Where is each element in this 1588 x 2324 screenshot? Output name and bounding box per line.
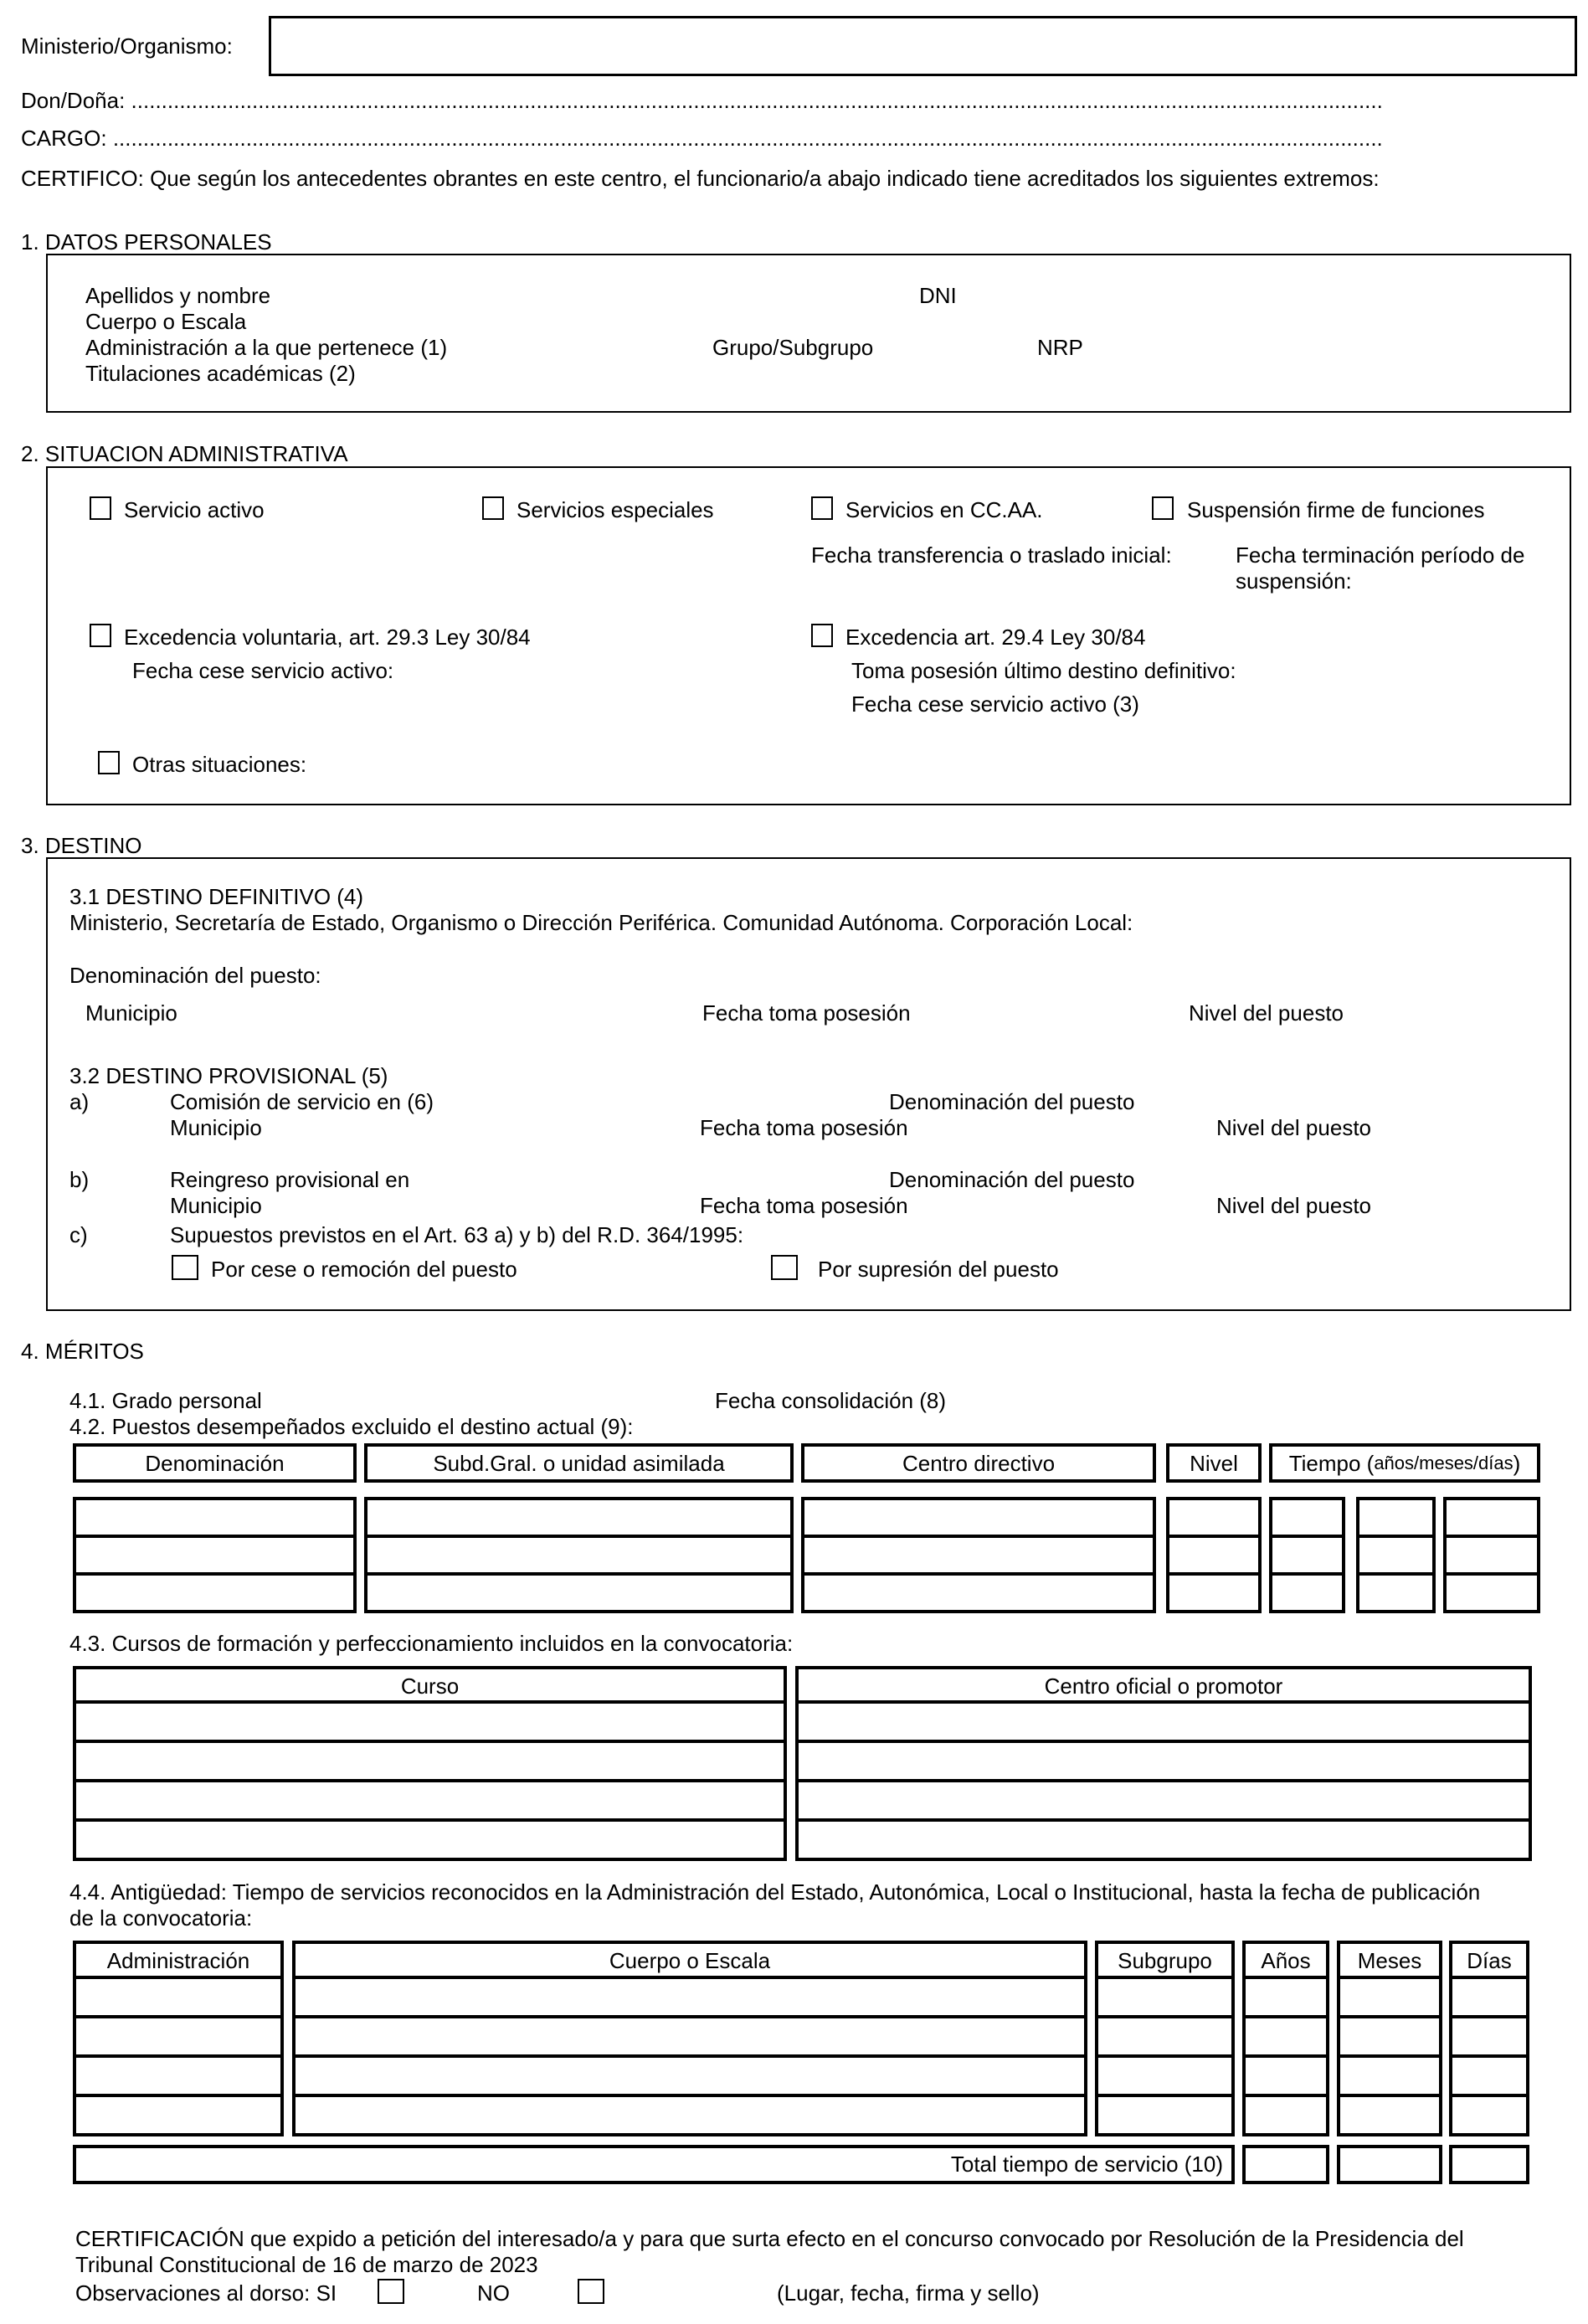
option-a-marker: a) <box>69 1089 90 1114</box>
cargo-label: CARGO: .................................................................................................................................................................................................................. <box>21 126 1383 151</box>
t1-row-cell[interactable] <box>1166 1572 1262 1613</box>
t3-header-anos: Años <box>1242 1941 1329 1980</box>
apellidos-label: Apellidos y nombre <box>85 283 271 308</box>
comision-label: Comisión de servicio en (6) <box>170 1089 434 1114</box>
observaciones-no-checkbox[interactable] <box>578 2279 604 2304</box>
option-c-marker: c) <box>69 1222 88 1247</box>
t3-row-cell[interactable] <box>73 2094 284 2136</box>
municipio-label: Municipio <box>85 1000 177 1026</box>
grado-personal-label: 4.1. Grado personal <box>69 1388 262 1413</box>
t1-row-cell[interactable] <box>364 1535 794 1576</box>
suspension-checkbox[interactable] <box>1152 496 1174 520</box>
t3-row-cell[interactable] <box>1242 2054 1329 2097</box>
t3-row-cell[interactable] <box>73 2015 284 2058</box>
t1-row-cell[interactable] <box>1443 1497 1540 1538</box>
toma-posesion-label: Toma posesión último destino definitivo: <box>851 658 1236 683</box>
t3-header-meses: Meses <box>1337 1941 1442 1980</box>
destino-provisional-title: 3.2 DESTINO PROVISIONAL (5) <box>69 1063 388 1088</box>
t3-row-cell[interactable] <box>73 1976 284 2018</box>
section1-box <box>46 254 1571 413</box>
t1-header-tiempo: Tiempo ( años/meses/días ) <box>1269 1443 1540 1483</box>
t3-row-cell[interactable] <box>292 2054 1087 2097</box>
t2-row-cell[interactable] <box>73 1818 787 1861</box>
nivel-puesto-label: Nivel del puesto <box>1189 1000 1344 1026</box>
t1-row-cell[interactable] <box>1356 1572 1436 1613</box>
suspension-label: Suspensión firme de funciones <box>1187 497 1485 522</box>
t2-header-curso: Curso <box>73 1666 787 1705</box>
destino-definitivo-title: 3.1 DESTINO DEFINITIVO (4) <box>69 884 364 909</box>
t3-row-cell[interactable] <box>1449 2094 1529 2136</box>
section1-title: 1. DATOS PERSONALES <box>21 229 272 255</box>
ministerio-input[interactable] <box>269 16 1577 76</box>
t1-row-cell[interactable] <box>364 1572 794 1613</box>
t2-row-cell[interactable] <box>795 1779 1532 1822</box>
t2-row-cell[interactable] <box>73 1700 787 1743</box>
t3-row-cell[interactable] <box>1095 2094 1235 2136</box>
por-supresion-checkbox[interactable] <box>771 1255 798 1280</box>
t3-row-cell[interactable] <box>292 2015 1087 2058</box>
nrp-label: NRP <box>1037 335 1083 360</box>
denominacion-puesto-label: Denominación del puesto: <box>69 963 321 988</box>
por-cese-checkbox[interactable] <box>172 1255 198 1280</box>
servicio-activo-checkbox[interactable] <box>90 496 111 520</box>
fecha-terminacion-label: Fecha terminación período de <box>1236 542 1525 568</box>
t3-row-cell[interactable] <box>1449 2054 1529 2097</box>
grupo-label: Grupo/Subgrupo <box>712 335 874 360</box>
fecha-consolidacion-label: Fecha consolidación (8) <box>715 1388 947 1413</box>
t1-header-centro: Centro directivo <box>801 1443 1156 1483</box>
t3-row-cell[interactable] <box>1337 2094 1442 2136</box>
t3-header-cuerpo: Cuerpo o Escala <box>292 1941 1087 1980</box>
total-dias-cell[interactable] <box>1449 2145 1529 2184</box>
t3-row-cell[interactable] <box>292 1976 1087 2018</box>
t3-header-dias: Días <box>1449 1941 1529 1980</box>
t3-row-cell[interactable] <box>1449 1976 1529 2018</box>
excedencia-voluntaria-label: Excedencia voluntaria, art. 29.3 Ley 30/84 <box>124 625 531 650</box>
t1-row-cell[interactable] <box>1166 1535 1262 1576</box>
t1-row-cell[interactable] <box>1269 1535 1345 1576</box>
t2-row-cell[interactable] <box>73 1779 787 1822</box>
t3-row-cell[interactable] <box>1337 2054 1442 2097</box>
excedencia-voluntaria-checkbox[interactable] <box>90 624 111 647</box>
cuerpo-label: Cuerpo o Escala <box>85 309 247 334</box>
reingreso-nivel-label: Nivel del puesto <box>1216 1193 1371 1218</box>
t1-row-cell[interactable] <box>1443 1572 1540 1613</box>
t3-row-cell[interactable] <box>1242 2094 1329 2136</box>
t1-row-cell[interactable] <box>801 1535 1156 1576</box>
antiguedad-label-2: de la convocatoria: <box>69 1905 253 1931</box>
cursos-label: 4.3. Cursos de formación y perfeccionamiento incluidos en la convocatoria: <box>69 1631 794 1656</box>
t3-header-administracion: Administración <box>73 1941 284 1980</box>
destino-definitivo-ministerio: Ministerio, Secretaría de Estado, Organismo o Dirección Periférica. Comunidad Autónoma. Corporación Local: <box>69 910 1133 935</box>
fecha-transferencia-label: Fecha transferencia o traslado inicial: <box>811 542 1172 568</box>
t2-row-cell[interactable] <box>795 1740 1532 1782</box>
observaciones-si-checkbox[interactable] <box>378 2279 404 2304</box>
supuestos-label: Supuestos previstos en el Art. 63 a) y b) del R.D. 364/1995: <box>170 1222 744 1247</box>
observaciones-no-label: NO <box>477 2280 510 2306</box>
t1-header-denominacion: Denominación <box>73 1443 357 1483</box>
servicios-especiales-label: Servicios especiales <box>516 497 714 522</box>
t2-row-cell[interactable] <box>795 1818 1532 1861</box>
t3-row-cell[interactable] <box>73 2054 284 2097</box>
titulaciones-label: Titulaciones académicas (2) <box>85 361 356 386</box>
t1-row-cell[interactable] <box>1356 1535 1436 1576</box>
t1-row-cell[interactable] <box>73 1572 357 1613</box>
t3-row-cell[interactable] <box>1095 1976 1235 2018</box>
t1-row-cell[interactable] <box>1443 1535 1540 1576</box>
t3-row-cell[interactable] <box>292 2094 1087 2136</box>
administracion-label: Administración a la que pertenece (1) <box>85 335 448 360</box>
puestos-label: 4.2. Puestos desempeñados excluido el destino actual (9): <box>69 1414 634 1439</box>
t1-row-cell[interactable] <box>801 1497 1156 1538</box>
fecha-cese-3-label: Fecha cese servicio activo (3) <box>851 692 1139 717</box>
t2-row-cell[interactable] <box>73 1740 787 1782</box>
reingreso-municipio-label: Municipio <box>170 1193 262 1218</box>
t3-row-cell[interactable] <box>1449 2015 1529 2058</box>
section3-title: 3. DESTINO <box>21 833 142 858</box>
lugar-fecha-label: (Lugar, fecha, firma y sello) <box>777 2280 1040 2306</box>
t2-header-centro: Centro oficial o promotor <box>795 1666 1532 1705</box>
comision-municipio-label: Municipio <box>170 1115 262 1140</box>
t1-row-cell[interactable] <box>1269 1497 1345 1538</box>
servicios-ccaa-label: Servicios en CC.AA. <box>845 497 1043 522</box>
t3-row-cell[interactable] <box>1095 2054 1235 2097</box>
certificacion-text-2: Tribunal Constitucional de 16 de marzo de 2023 <box>75 2252 538 2277</box>
cargo-dots[interactable]: .................................................................................................................................................................................................................. <box>112 126 1383 151</box>
section4-title: 4. MÉRITOS <box>21 1339 144 1364</box>
t1-row-cell[interactable] <box>73 1535 357 1576</box>
servicios-especiales-checkbox[interactable] <box>482 496 504 520</box>
fecha-cese-label: Fecha cese servicio activo: <box>132 658 394 683</box>
total-tiempo-label-cell: Total tiempo de servicio (10) <box>73 2145 1235 2184</box>
certifico-text: CERTIFICO: Que según los antecedentes obrantes en este centro, el funcionario/a abajo indicado tiene acreditados los siguientes extremos: <box>21 166 1380 191</box>
section2-title: 2. SITUACION ADMINISTRATIVA <box>21 441 348 466</box>
ministerio-label: Ministerio/Organismo: <box>21 33 233 59</box>
otras-situaciones-checkbox[interactable] <box>98 751 120 774</box>
don-dots[interactable]: ............................................................................................................................................................................................................... <box>131 88 1383 113</box>
t1-row-cell[interactable] <box>364 1497 794 1538</box>
t3-row-cell[interactable] <box>1095 2015 1235 2058</box>
comision-denominacion-label: Denominación del puesto <box>889 1089 1135 1114</box>
t1-row-cell[interactable] <box>801 1572 1156 1613</box>
t3-row-cell[interactable] <box>1242 1976 1329 2018</box>
comision-nivel-label: Nivel del puesto <box>1216 1115 1371 1140</box>
total-anos-cell[interactable] <box>1242 2145 1329 2184</box>
antiguedad-label: 4.4. Antigüedad: Tiempo de servicios reconocidos en la Administración del Estado, Autonómica, Local o Institucional, hasta la fecha de publicación <box>69 1879 1481 1905</box>
excedencia-294-checkbox[interactable] <box>811 624 833 647</box>
t1-header-subd: Subd.Gral. o unidad asimilada <box>364 1443 794 1483</box>
t3-row-cell[interactable] <box>1337 1976 1442 2018</box>
servicios-ccaa-checkbox[interactable] <box>811 496 833 520</box>
dni-label: DNI <box>919 283 957 308</box>
t3-row-cell[interactable] <box>1242 2015 1329 2058</box>
observaciones-label: Observaciones al dorso: SI <box>75 2280 337 2306</box>
t1-row-cell[interactable] <box>1269 1572 1345 1613</box>
certificacion-text: CERTIFICACIÓN que expido a petición del interesado/a y para que surta efecto en el concurso convocado por Resolución de la Presidencia del <box>75 2226 1464 2251</box>
option-b-marker: b) <box>69 1167 90 1192</box>
por-cese-label: Por cese o remoción del puesto <box>211 1257 517 1282</box>
t3-header-subgrupo: Subgrupo <box>1095 1941 1235 1980</box>
servicio-activo-label: Servicio activo <box>124 497 265 522</box>
t1-row-cell[interactable] <box>1166 1497 1262 1538</box>
t3-row-cell[interactable] <box>1337 2015 1442 2058</box>
reingreso-denominacion-label: Denominación del puesto <box>889 1167 1135 1192</box>
t2-row-cell[interactable] <box>795 1700 1532 1743</box>
total-meses-cell[interactable] <box>1337 2145 1442 2184</box>
fecha-terminacion-label-2: suspensión: <box>1236 568 1352 594</box>
comision-fecha-toma-label: Fecha toma posesión <box>700 1115 908 1140</box>
t1-row-cell[interactable] <box>73 1497 357 1538</box>
fecha-toma-label: Fecha toma posesión <box>702 1000 911 1026</box>
excedencia-294-label: Excedencia art. 29.4 Ley 30/84 <box>845 625 1146 650</box>
por-supresion-label: Por supresión del puesto <box>818 1257 1059 1282</box>
otras-situaciones-label: Otras situaciones: <box>132 752 307 777</box>
reingreso-fecha-toma-label: Fecha toma posesión <box>700 1193 908 1218</box>
t1-row-cell[interactable] <box>1356 1497 1436 1538</box>
t1-header-nivel: Nivel <box>1166 1443 1262 1483</box>
don-label: Don/Doña: ............................................................................................................................................................................................................... <box>21 88 1383 113</box>
reingreso-label: Reingreso provisional en <box>170 1167 410 1192</box>
